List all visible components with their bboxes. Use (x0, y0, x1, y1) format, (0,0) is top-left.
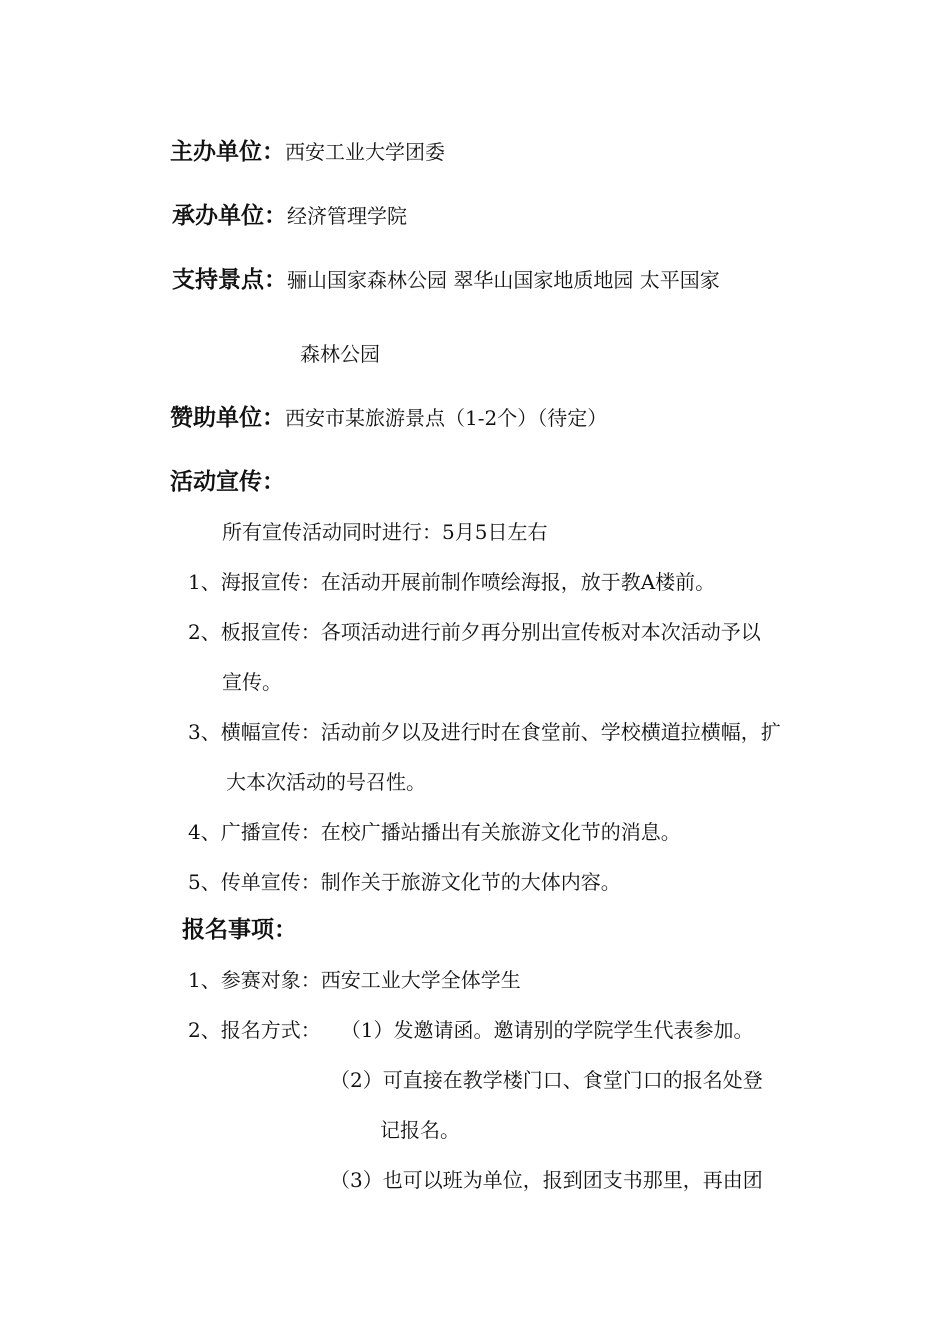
co-organizer-value: 经济管理学院 (287, 204, 407, 228)
registration-method-2-cont: 记报名。 (380, 1118, 460, 1142)
registration-heading: 报名事项： (182, 917, 297, 943)
publicity-item-1: 1、海报宣传：在活动开展前制作喷绘海报，放于教A楼前。 (188, 570, 716, 594)
supporting-sites-line (172, 266, 720, 294)
organizer-value: 西安工业大学团委 (285, 140, 445, 164)
publicity-item-3: 3、横幅宣传：活动前夕以及进行时在食堂前、学校横道拉横幅，扩 (188, 720, 781, 744)
publicity-intro: 所有宣传活动同时进行：5月5日左右 (222, 520, 548, 544)
supporting-sites-label: 支持景点： (172, 267, 287, 293)
publicity-item-4: 4、广播宣传：在校广播站播出有关旅游文化节的消息。 (188, 820, 681, 844)
sponsor-value: 西安市某旅游景点（1-2个）（待定） (285, 406, 608, 430)
sponsor-line (170, 404, 607, 432)
publicity-item-3-cont: 大本次活动的号召性。 (226, 770, 426, 794)
supporting-sites-value-cont: 森林公园 (300, 342, 380, 366)
organizer-label: 主办单位： (170, 139, 285, 165)
publicity-item-2: 2、板报宣传：各项活动进行前夕再分别出宣传板对本次活动予以 (188, 620, 761, 644)
registration-target: 1、参赛对象：西安工业大学全体学生 (188, 968, 521, 992)
co-organizer-label: 承办单位： (172, 203, 287, 229)
publicity-heading: 活动宣传： (170, 469, 285, 495)
registration-method-label: 2、报名方式： (188, 1018, 321, 1042)
registration-method-line (188, 1016, 753, 1044)
publicity-item-5: 5、传单宣传：制作关于旅游文化节的大体内容。 (188, 870, 621, 894)
organizer-line (170, 138, 445, 166)
sponsor-label: 赞助单位： (170, 405, 285, 431)
registration-method-2: （2）可直接在教学楼门口、食堂门口的报名处登 (330, 1068, 763, 1092)
publicity-item-2-cont: 宣传。 (222, 670, 282, 694)
supporting-sites-value: 骊山国家森林公园 翠华山国家地质地园 太平国家 (287, 268, 720, 292)
registration-method-1: （1）发邀请函。邀请别的学院学生代表参加。 (340, 1018, 754, 1042)
co-organizer-line (172, 202, 407, 230)
registration-method-3: （3）也可以班为单位，报到团支书那里，再由团 (330, 1168, 763, 1192)
